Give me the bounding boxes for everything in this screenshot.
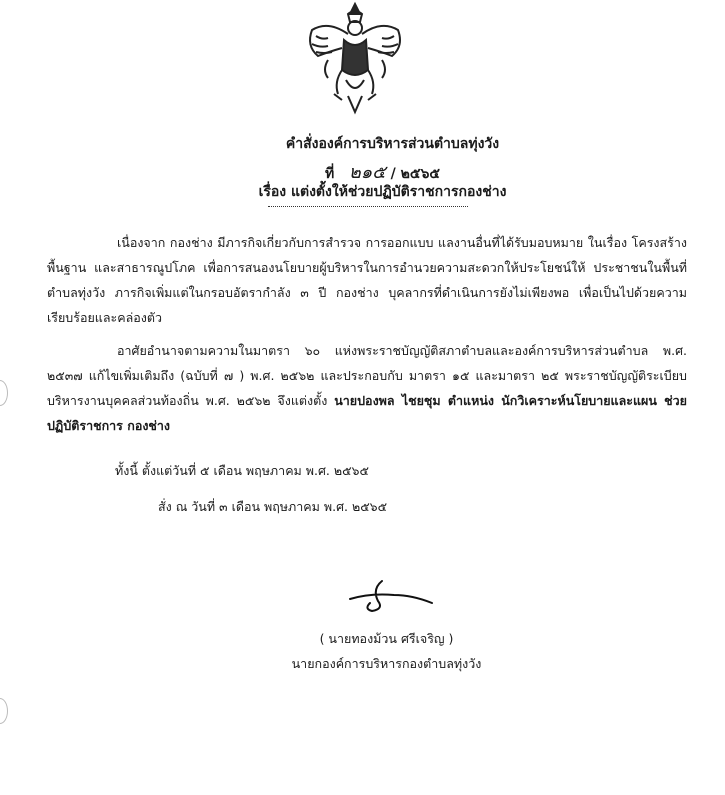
- paragraph-background: [47, 230, 687, 330]
- number-handwritten: ๒๑๕: [348, 162, 386, 183]
- number-prefix: ที่: [325, 166, 335, 182]
- number-suffix: / ๒๕๖๕: [390, 166, 440, 182]
- paragraph-background-text: เนื่องจาก กองช่าง มีภารกิจเกี่ยวกับการสำรวจ การออกแบบ แลงานอื่นที่ได้รับมอบหมาย ในเรื่อง โครงสร้างพื้นฐาน และสาธารณูปโภค เพื่อการสนองนโยบายผู้บริหารในการอำนวยความสะดวกให้ประโยชน์ให้ ประชาชนในพื้นที่ตำบลทุ่งวัง ภารกิจเพิ่มแต่ในกรอบอัตรากำลัง ๓ ปี กองช่าง บุคลากรที่ดำเนินการยังไม่เพียงพอ เพื่อเป็นไปด้วยความเรียบร้อยและคล่องตัว: [47, 235, 687, 325]
- handwritten-signature: [342, 573, 442, 613]
- subject-line: เรื่อง แต่งตั้งให้ช่วยปฏิบัติราชการกองช่าง: [258, 184, 507, 200]
- ordered-date: สั่ง ณ วันที่ ๓ เดือน พฤษภาคม พ.ศ. ๒๕๖๕: [158, 499, 388, 514]
- appointee: นายปองพล ไชยชุม ตำแหน่ง นักวิเคราะห์นโยบายและแผน ช่วยปฏิบัติราชการ กองช่าง: [47, 393, 688, 433]
- effective-date: ทั้งนี้ ตั้งแต่วันที่ ๕ เดือน พฤษภาคม พ.ศ. ๒๕๖๕: [115, 463, 369, 478]
- punch-hole-mark: [0, 380, 8, 406]
- order-title: คำสั่งองค์การบริหารส่วนตำบลทุ่งวัง: [285, 136, 500, 152]
- paragraph-authority-text: อาศัยอำนาจตามความในมาตรา ๖๐ แห่งพระราชบัญญัติสภาตำบลและองค์การบริหารส่วนตำบล พ.ศ. ๒๕๓๗ แก้ไขเพิ่มเติมถึง (ฉบับที่ ๗ ) พ.ศ. ๒๕๖๒ และประกอบกับ มาตรา ๑๕ และมาตรา ๒๕ พระราชบัญญัติระเบียบบริหารงานบุคคลส่วนท้องถิ่น พ.ศ. ๒๕๖๒ จึงแต่งตั้ง: [47, 343, 687, 408]
- garuda-emblem: [298, 0, 413, 120]
- punch-hole-mark: [0, 698, 8, 724]
- signatory-position: นายกองค์การบริหารกองตำบลทุ่งวัง: [291, 656, 482, 671]
- divider: [268, 206, 468, 207]
- paragraph-authority: [47, 338, 687, 438]
- signatory-name: ( นายทองม้วน ศรีเจริญ ): [319, 631, 454, 646]
